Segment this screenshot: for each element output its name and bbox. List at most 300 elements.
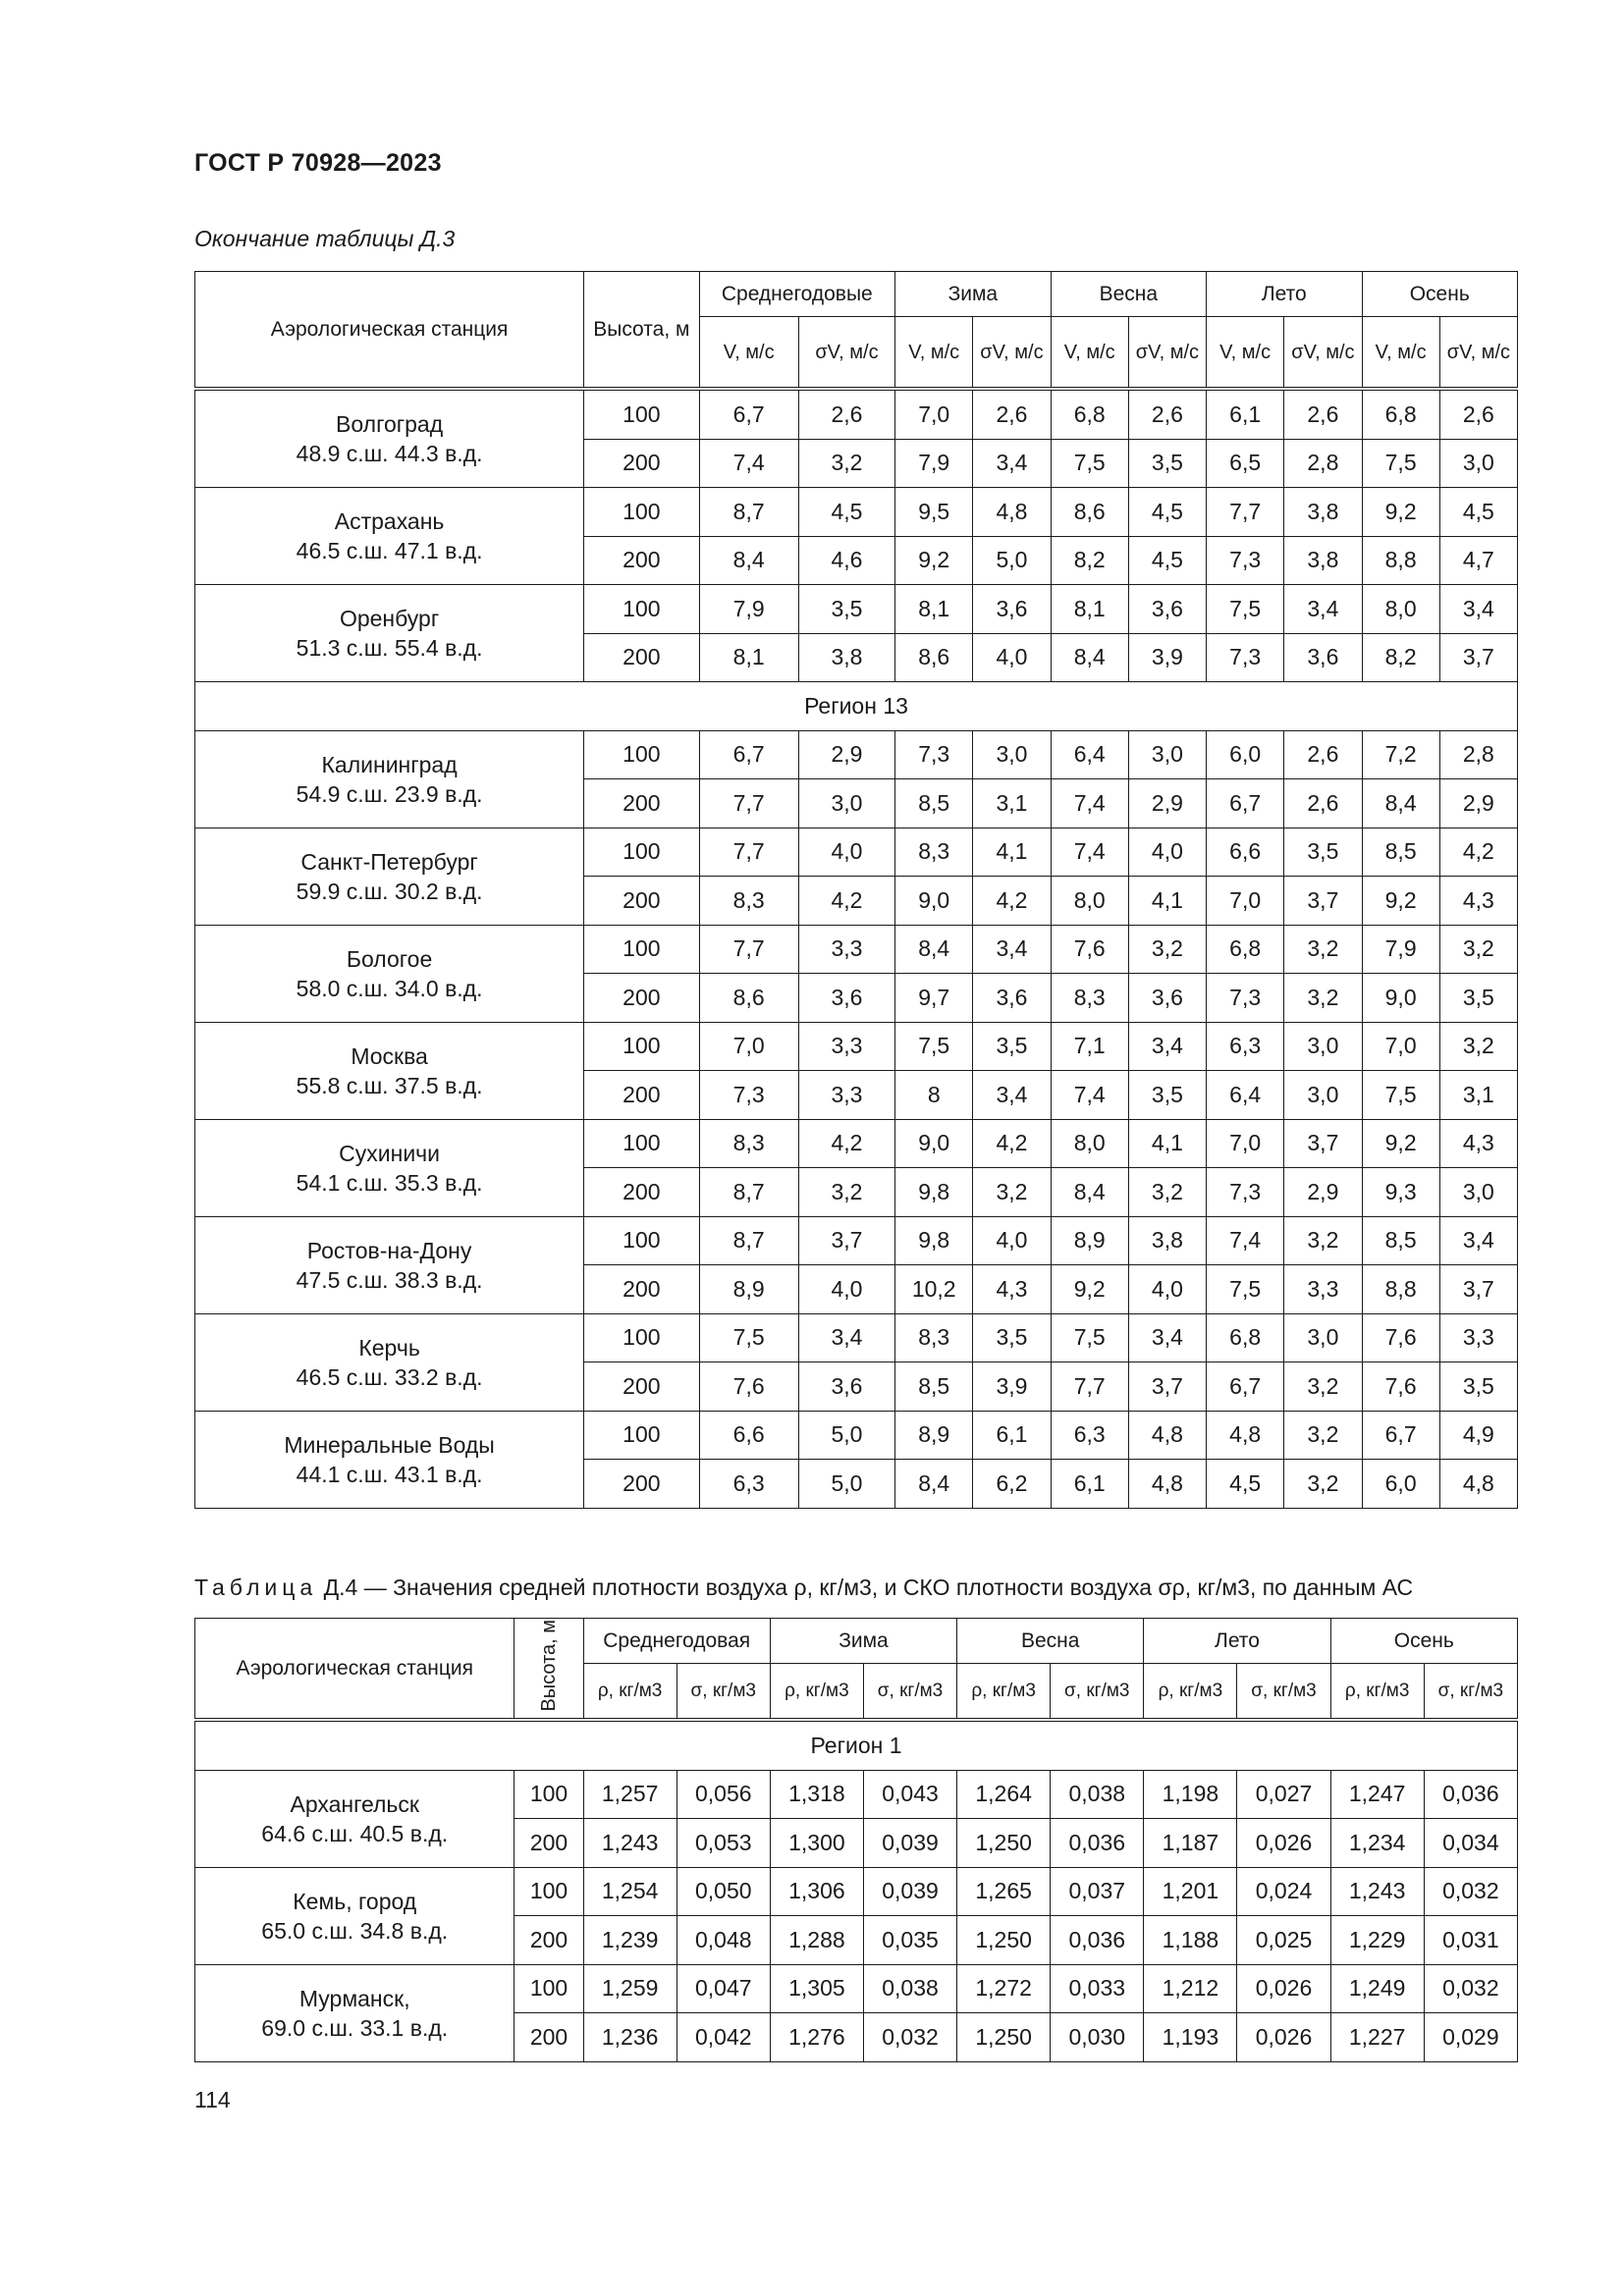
- value-cell: 3,4: [1284, 585, 1362, 634]
- station-name: Архангельск: [290, 1790, 419, 1817]
- value-cell: 0,031: [1424, 1916, 1517, 1965]
- value-cell: 6,8: [1207, 925, 1284, 974]
- value-cell: 3,7: [1284, 877, 1362, 926]
- table-d3-season-header: Осень: [1362, 272, 1517, 317]
- table-row: [195, 1313, 1518, 1362]
- value-cell: 4,3: [1439, 1119, 1517, 1168]
- value-cell: 6,1: [1051, 1460, 1128, 1509]
- value-cell: 7,7: [699, 779, 798, 828]
- value-cell: 7,6: [1362, 1313, 1439, 1362]
- value-cell: 6,5: [1207, 439, 1284, 488]
- value-cell: 0,034: [1424, 1819, 1517, 1868]
- value-cell: 3,6: [973, 585, 1051, 634]
- value-cell: 4,5: [1207, 1460, 1284, 1509]
- station-cell: [195, 389, 584, 488]
- value-cell: 3,2: [1284, 1362, 1362, 1412]
- value-cell: 0,025: [1237, 1916, 1330, 1965]
- value-cell: 6,1: [973, 1411, 1051, 1460]
- value-cell: 1,250: [957, 1916, 1051, 1965]
- altitude-cell: 100: [514, 1867, 583, 1916]
- altitude-cell: 200: [584, 1460, 699, 1509]
- value-cell: 4,0: [1128, 1265, 1206, 1314]
- station-name: Мурманск,: [298, 1985, 410, 2011]
- value-cell: 8,9: [699, 1265, 798, 1314]
- value-cell: 9,3: [1362, 1168, 1439, 1217]
- value-cell: 9,2: [895, 536, 973, 585]
- value-cell: 1,249: [1330, 1964, 1424, 2013]
- value-cell: 1,306: [770, 1867, 863, 1916]
- value-cell: 0,030: [1051, 2013, 1144, 2062]
- altitude-cell: 200: [584, 633, 699, 682]
- value-cell: 7,5: [1051, 1313, 1128, 1362]
- table-d4-season-header: Зима: [770, 1619, 956, 1664]
- table-row: [195, 1770, 1518, 1819]
- value-cell: 2,9: [1284, 1168, 1362, 1217]
- value-cell: 1,257: [583, 1770, 677, 1819]
- table-d4-sigma-header: σ, кг/м3: [677, 1664, 770, 1721]
- station-cell: [195, 488, 584, 585]
- value-cell: 9,0: [895, 1119, 973, 1168]
- table-d4-season-header: Осень: [1330, 1619, 1517, 1664]
- value-cell: 3,6: [1284, 633, 1362, 682]
- value-cell: 9,8: [895, 1216, 973, 1265]
- altitude-cell: 100: [584, 1022, 699, 1071]
- value-cell: 1,305: [770, 1964, 863, 2013]
- value-cell: 0,039: [863, 1867, 956, 1916]
- value-cell: 7,4: [699, 439, 798, 488]
- station-name: Сухиничи: [339, 1140, 440, 1166]
- value-cell: 0,029: [1424, 2013, 1517, 2062]
- value-cell: 8,3: [895, 1313, 973, 1362]
- value-cell: 3,5: [1439, 974, 1517, 1023]
- value-cell: 9,2: [1362, 1119, 1439, 1168]
- table-d3-season-header: Среднегодовые: [699, 272, 895, 317]
- table-d3-season-header: Лето: [1207, 272, 1362, 317]
- value-cell: 4,0: [798, 1265, 894, 1314]
- value-cell: 8,8: [1362, 536, 1439, 585]
- altitude-cell: 200: [514, 1819, 583, 1868]
- value-cell: 7,6: [1051, 925, 1128, 974]
- value-cell: 3,7: [1128, 1362, 1206, 1412]
- value-cell: 2,9: [798, 730, 894, 779]
- value-cell: 3,8: [1284, 488, 1362, 537]
- value-cell: 3,3: [1284, 1265, 1362, 1314]
- altitude-cell: 200: [584, 877, 699, 926]
- value-cell: 0,026: [1237, 1964, 1330, 2013]
- value-cell: 6,7: [1207, 1362, 1284, 1412]
- station-cell: [195, 1867, 514, 1964]
- value-cell: 8,9: [1051, 1216, 1128, 1265]
- value-cell: 2,9: [1128, 779, 1206, 828]
- value-cell: 7,9: [1362, 925, 1439, 974]
- value-cell: 8,5: [1362, 1216, 1439, 1265]
- value-cell: 1,234: [1330, 1819, 1424, 1868]
- value-cell: 3,6: [798, 974, 894, 1023]
- table-d3-altitude-header: Высота, м: [584, 272, 699, 390]
- station-cell: [195, 1216, 584, 1313]
- table-d4-rho-header: ρ, кг/м3: [957, 1664, 1051, 1721]
- value-cell: 3,7: [798, 1216, 894, 1265]
- value-cell: 2,9: [1439, 779, 1517, 828]
- station-name: Минеральные Воды: [284, 1431, 495, 1458]
- value-cell: 4,5: [1128, 536, 1206, 585]
- altitude-cell: 100: [584, 730, 699, 779]
- value-cell: 3,0: [1439, 439, 1517, 488]
- value-cell: 5,0: [798, 1411, 894, 1460]
- table-d3-v-header: V, м/с: [895, 317, 973, 390]
- value-cell: 3,6: [973, 974, 1051, 1023]
- value-cell: 5,0: [798, 1460, 894, 1509]
- value-cell: 8,3: [699, 1119, 798, 1168]
- value-cell: 3,7: [1439, 633, 1517, 682]
- value-cell: 7,4: [1051, 828, 1128, 877]
- table-d3-continuation-caption: Окончание таблицы Д.3: [194, 226, 456, 251]
- value-cell: 5,0: [973, 536, 1051, 585]
- value-cell: 6,3: [1207, 1022, 1284, 1071]
- value-cell: 7,6: [699, 1362, 798, 1412]
- altitude-cell: 100: [584, 1216, 699, 1265]
- value-cell: 4,2: [798, 1119, 894, 1168]
- value-cell: 6,7: [699, 730, 798, 779]
- value-cell: 8,7: [699, 488, 798, 537]
- value-cell: 8,1: [699, 633, 798, 682]
- value-cell: 1,250: [957, 1819, 1051, 1868]
- value-cell: 2,8: [1284, 439, 1362, 488]
- value-cell: 8,0: [1051, 877, 1128, 926]
- value-cell: 8,3: [895, 828, 973, 877]
- region-label: Регион 1: [195, 1720, 1518, 1770]
- table-d4-altitude-header: [514, 1619, 583, 1721]
- station-name: Ростов-на-Дону: [306, 1237, 472, 1263]
- value-cell: 6,6: [699, 1411, 798, 1460]
- station-name: Волгоград: [336, 411, 444, 437]
- table-d4-rho-header: ρ, кг/м3: [770, 1664, 863, 1721]
- value-cell: 0,056: [677, 1770, 770, 1819]
- table-d4-altitude-label: Высота, м: [538, 1619, 561, 1712]
- value-cell: 8,4: [1051, 1168, 1128, 1217]
- table-row: [195, 1867, 1518, 1916]
- value-cell: 1,247: [1330, 1770, 1424, 1819]
- altitude-cell: 100: [584, 1119, 699, 1168]
- station-name: Москва: [351, 1042, 428, 1069]
- altitude-cell: 200: [584, 1071, 699, 1120]
- value-cell: 0,035: [863, 1916, 956, 1965]
- table-d4-rho-header: ρ, кг/м3: [1144, 1664, 1237, 1721]
- value-cell: 1,243: [1330, 1867, 1424, 1916]
- value-cell: 3,5: [973, 1313, 1051, 1362]
- table-d4-body: [195, 1720, 1518, 2061]
- value-cell: 7,7: [699, 925, 798, 974]
- table-d4-sigma-header: σ, кг/м3: [1051, 1664, 1144, 1721]
- value-cell: 6,3: [699, 1460, 798, 1509]
- value-cell: 9,0: [895, 877, 973, 926]
- value-cell: 7,3: [1207, 633, 1284, 682]
- value-cell: 3,5: [798, 585, 894, 634]
- value-cell: 3,3: [1439, 1313, 1517, 1362]
- table-row: [195, 1216, 1518, 1265]
- value-cell: 8,5: [1362, 828, 1439, 877]
- value-cell: 0,036: [1424, 1770, 1517, 1819]
- table-d3-sigma-header: σV, м/с: [1284, 317, 1362, 390]
- station-coords: 46.5 с.ш. 47.1 в.д.: [296, 538, 483, 563]
- value-cell: 3,4: [1439, 1216, 1517, 1265]
- value-cell: 3,0: [798, 779, 894, 828]
- value-cell: 3,2: [1284, 925, 1362, 974]
- altitude-cell: 200: [584, 1362, 699, 1412]
- value-cell: 7,7: [1207, 488, 1284, 537]
- value-cell: 3,3: [798, 925, 894, 974]
- value-cell: 6,7: [1207, 779, 1284, 828]
- value-cell: 8,3: [699, 877, 798, 926]
- value-cell: 9,8: [895, 1168, 973, 1217]
- value-cell: 6,0: [1207, 730, 1284, 779]
- value-cell: 4,6: [798, 536, 894, 585]
- value-cell: 8: [895, 1071, 973, 1120]
- value-cell: 3,4: [798, 1313, 894, 1362]
- value-cell: 0,026: [1237, 2013, 1330, 2062]
- value-cell: 1,212: [1144, 1964, 1237, 2013]
- value-cell: 8,7: [699, 1216, 798, 1265]
- value-cell: 6,4: [1207, 1071, 1284, 1120]
- value-cell: 3,4: [1439, 585, 1517, 634]
- value-cell: 3,9: [1128, 633, 1206, 682]
- table-d4-season-header: Весна: [957, 1619, 1144, 1664]
- value-cell: 6,0: [1362, 1460, 1439, 1509]
- value-cell: 8,6: [1051, 488, 1128, 537]
- station-name: Калининград: [321, 751, 458, 777]
- station-coords: 44.1 с.ш. 43.1 в.д.: [296, 1461, 483, 1487]
- table-d4-sigma-header: σ, кг/м3: [1237, 1664, 1330, 1721]
- value-cell: 3,0: [1284, 1071, 1362, 1120]
- value-cell: 0,036: [1051, 1819, 1144, 1868]
- value-cell: 8,6: [699, 974, 798, 1023]
- value-cell: 1,250: [957, 2013, 1051, 2062]
- table-d4-caption-text: Д.4 — Значения средней плотности воздуха ρ, кг/м3, и СКО плотности воздуха σρ, кг/м3, по данным АС: [323, 1575, 1414, 1600]
- value-cell: 8,5: [895, 1362, 973, 1412]
- value-cell: 8,0: [1362, 585, 1439, 634]
- value-cell: 9,2: [1362, 488, 1439, 537]
- region-row: [195, 1720, 1518, 1770]
- station-coords: 47.5 с.ш. 38.3 в.д.: [296, 1266, 483, 1293]
- table-d4: [194, 1618, 1518, 2062]
- value-cell: 4,5: [1439, 488, 1517, 537]
- value-cell: 8,8: [1362, 1265, 1439, 1314]
- value-cell: 7,3: [1207, 536, 1284, 585]
- station-name: Санкт-Петербург: [300, 848, 478, 875]
- value-cell: 0,032: [1424, 1964, 1517, 2013]
- value-cell: 0,043: [863, 1770, 956, 1819]
- value-cell: 1,318: [770, 1770, 863, 1819]
- altitude-cell: 100: [584, 925, 699, 974]
- value-cell: 3,4: [1128, 1313, 1206, 1362]
- station-cell: [195, 1964, 514, 2061]
- value-cell: 4,9: [1439, 1411, 1517, 1460]
- value-cell: 0,032: [1424, 1867, 1517, 1916]
- station-coords: 51.3 с.ш. 55.4 в.д.: [296, 635, 483, 661]
- value-cell: 3,5: [1284, 828, 1362, 877]
- value-cell: 4,8: [1128, 1411, 1206, 1460]
- value-cell: 3,6: [1128, 585, 1206, 634]
- station-name: Оренбург: [339, 606, 440, 631]
- value-cell: 3,0: [1128, 730, 1206, 779]
- value-cell: 7,3: [699, 1071, 798, 1120]
- value-cell: 8,0: [1051, 1119, 1128, 1168]
- table-d4-rho-header: ρ, кг/м3: [583, 1664, 677, 1721]
- value-cell: 3,2: [1284, 1216, 1362, 1265]
- value-cell: 3,0: [1439, 1168, 1517, 1217]
- table-d4-season-header: Лето: [1144, 1619, 1330, 1664]
- value-cell: 3,4: [973, 439, 1051, 488]
- table-d4-rho-header: ρ, кг/м3: [1330, 1664, 1424, 1721]
- value-cell: 9,5: [895, 488, 973, 537]
- value-cell: 3,2: [973, 1168, 1051, 1217]
- value-cell: 3,9: [973, 1362, 1051, 1412]
- altitude-cell: 200: [584, 1265, 699, 1314]
- value-cell: 2,6: [798, 389, 894, 439]
- value-cell: 8,1: [1051, 585, 1128, 634]
- value-cell: 7,3: [1207, 1168, 1284, 1217]
- value-cell: 9,2: [1362, 877, 1439, 926]
- value-cell: 3,2: [1439, 925, 1517, 974]
- value-cell: 6,8: [1051, 389, 1128, 439]
- value-cell: 1,254: [583, 1867, 677, 1916]
- station-coords: 55.8 с.ш. 37.5 в.д.: [296, 1072, 483, 1098]
- value-cell: 8,9: [895, 1411, 973, 1460]
- station-cell: [195, 925, 584, 1022]
- value-cell: 4,5: [798, 488, 894, 537]
- region-label: Регион 13: [195, 682, 1518, 731]
- value-cell: 7,5: [1362, 439, 1439, 488]
- value-cell: 8,3: [1051, 974, 1128, 1023]
- value-cell: 8,2: [1362, 633, 1439, 682]
- value-cell: 3,2: [798, 439, 894, 488]
- value-cell: 1,272: [957, 1964, 1051, 2013]
- value-cell: 8,4: [895, 925, 973, 974]
- value-cell: 0,037: [1051, 1867, 1144, 1916]
- value-cell: 1,201: [1144, 1867, 1237, 1916]
- value-cell: 6,4: [1051, 730, 1128, 779]
- value-cell: 1,187: [1144, 1819, 1237, 1868]
- table-row: [195, 730, 1518, 779]
- value-cell: 8,1: [895, 585, 973, 634]
- value-cell: 6,7: [1362, 1411, 1439, 1460]
- station-cell: [195, 1313, 584, 1411]
- value-cell: 1,259: [583, 1964, 677, 2013]
- altitude-cell: 100: [584, 488, 699, 537]
- value-cell: 3,2: [1128, 925, 1206, 974]
- value-cell: 7,5: [1207, 585, 1284, 634]
- value-cell: 7,4: [1051, 1071, 1128, 1120]
- value-cell: 3,2: [1284, 1460, 1362, 1509]
- table-row: [195, 1119, 1518, 1168]
- value-cell: 0,033: [1051, 1964, 1144, 2013]
- station-coords: 58.0 с.ш. 34.0 в.д.: [296, 975, 483, 1001]
- table-d3-body: [195, 389, 1518, 1508]
- value-cell: 2,6: [1284, 779, 1362, 828]
- value-cell: 9,7: [895, 974, 973, 1023]
- altitude-cell: 100: [584, 1411, 699, 1460]
- value-cell: 8,4: [895, 1460, 973, 1509]
- value-cell: 7,6: [1362, 1362, 1439, 1412]
- table-row: [195, 828, 1518, 877]
- value-cell: 7,1: [1051, 1022, 1128, 1071]
- table-row: [195, 1022, 1518, 1071]
- value-cell: 7,9: [699, 585, 798, 634]
- value-cell: 1,265: [957, 1867, 1051, 1916]
- value-cell: 6,1: [1207, 389, 1284, 439]
- value-cell: 7,2: [1362, 730, 1439, 779]
- altitude-cell: 200: [584, 1168, 699, 1217]
- table-d3-sigma-header: σV, м/с: [973, 317, 1051, 390]
- value-cell: 3,3: [798, 1022, 894, 1071]
- value-cell: 3,8: [1284, 536, 1362, 585]
- value-cell: 6,6: [1207, 828, 1284, 877]
- station-cell: [195, 730, 584, 828]
- altitude-cell: 100: [584, 389, 699, 439]
- value-cell: 3,4: [973, 1071, 1051, 1120]
- region-row: [195, 682, 1518, 731]
- value-cell: 1,188: [1144, 1916, 1237, 1965]
- value-cell: 3,8: [1128, 1216, 1206, 1265]
- altitude-cell: 100: [584, 585, 699, 634]
- value-cell: 7,5: [699, 1313, 798, 1362]
- value-cell: 10,2: [895, 1265, 973, 1314]
- value-cell: 3,0: [973, 730, 1051, 779]
- value-cell: 3,8: [798, 633, 894, 682]
- value-cell: 7,0: [1362, 1022, 1439, 1071]
- value-cell: 7,9: [895, 439, 973, 488]
- value-cell: 3,7: [1439, 1265, 1517, 1314]
- value-cell: 4,1: [1128, 877, 1206, 926]
- table-d4-station-header: Аэрологическая станция: [195, 1619, 514, 1721]
- table-d3: [194, 271, 1518, 1509]
- value-cell: 7,4: [1051, 779, 1128, 828]
- station-coords: 54.1 с.ш. 35.3 в.д.: [296, 1169, 483, 1196]
- value-cell: 7,5: [1051, 439, 1128, 488]
- value-cell: 1,239: [583, 1916, 677, 1965]
- value-cell: 4,7: [1439, 536, 1517, 585]
- value-cell: 0,036: [1051, 1916, 1144, 1965]
- value-cell: 3,4: [973, 925, 1051, 974]
- value-cell: 4,2: [1439, 828, 1517, 877]
- value-cell: 2,6: [973, 389, 1051, 439]
- value-cell: 4,2: [973, 877, 1051, 926]
- value-cell: 4,0: [973, 633, 1051, 682]
- table-row: [195, 389, 1518, 439]
- table-d3-sigma-header: σV, м/с: [1128, 317, 1206, 390]
- table-d3-station-header: Аэрологическая станция: [195, 272, 584, 390]
- altitude-cell: 200: [584, 974, 699, 1023]
- altitude-cell: 100: [514, 1964, 583, 2013]
- value-cell: 7,5: [1362, 1071, 1439, 1120]
- value-cell: 2,6: [1128, 389, 1206, 439]
- value-cell: 6,3: [1051, 1411, 1128, 1460]
- value-cell: 4,0: [1128, 828, 1206, 877]
- value-cell: 7,4: [1207, 1216, 1284, 1265]
- value-cell: 8,4: [1362, 779, 1439, 828]
- value-cell: 4,0: [798, 828, 894, 877]
- table-d3-v-header: V, м/с: [699, 317, 798, 390]
- value-cell: 3,2: [798, 1168, 894, 1217]
- table-d3-season-header: Весна: [1051, 272, 1206, 317]
- value-cell: 7,7: [1051, 1362, 1128, 1412]
- value-cell: 1,300: [770, 1819, 863, 1868]
- station-name: Кемь, город: [293, 1888, 417, 1914]
- value-cell: 3,3: [798, 1071, 894, 1120]
- table-d4-sigma-header: σ, кг/м3: [1424, 1664, 1517, 1721]
- value-cell: 3,6: [798, 1362, 894, 1412]
- station-coords: 65.0 с.ш. 34.8 в.д.: [261, 1917, 449, 1944]
